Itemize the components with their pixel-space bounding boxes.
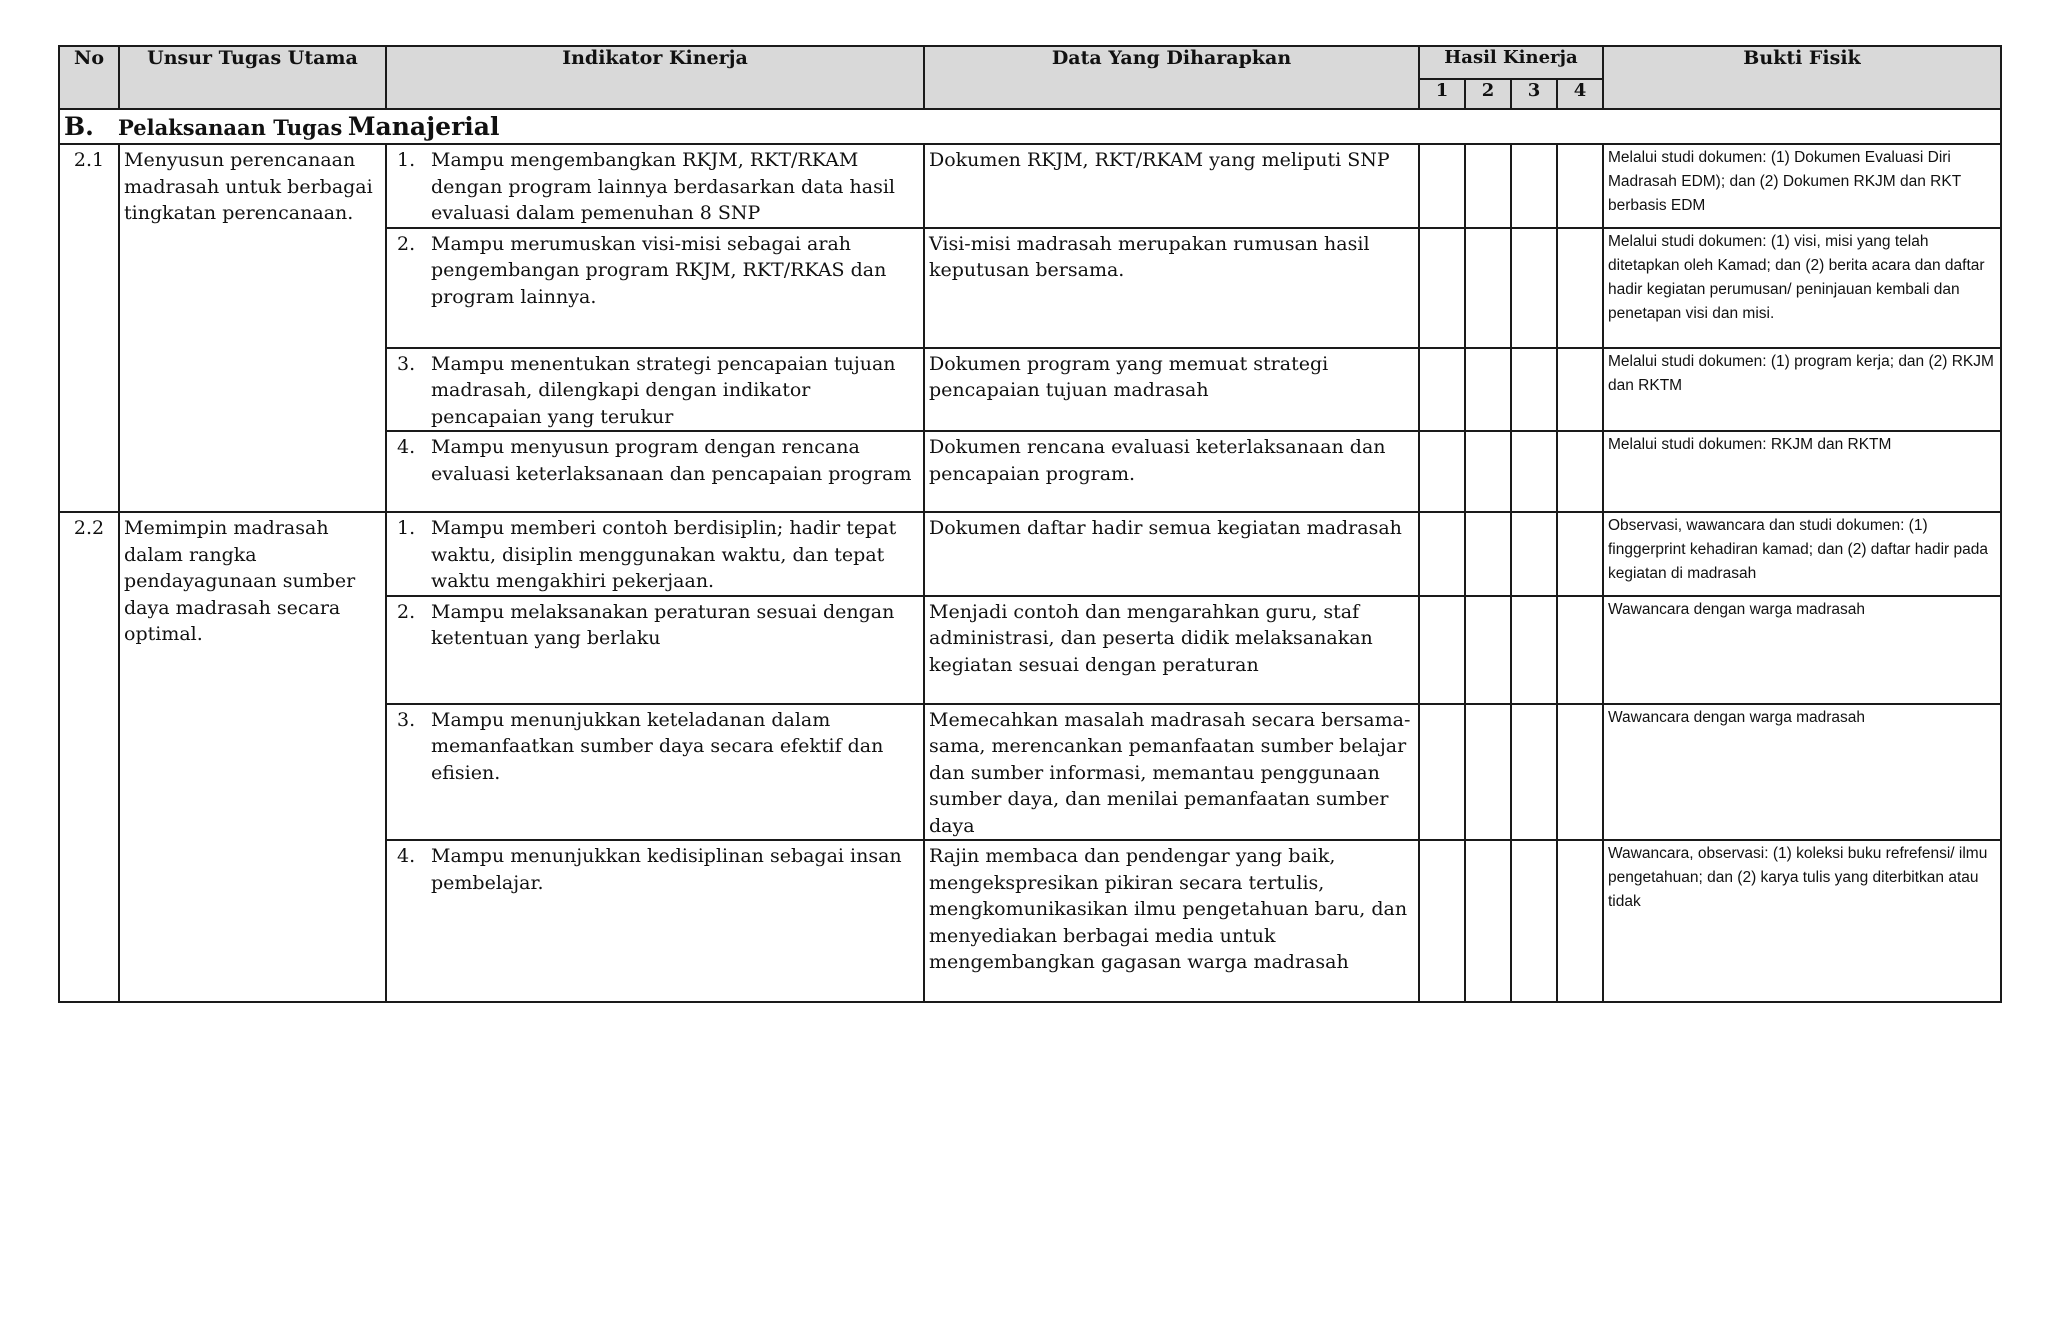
header-hasil-col-1: 1: [1419, 79, 1465, 109]
score-cell-1[interactable]: [1419, 704, 1465, 841]
indikator-number: 3.: [397, 352, 416, 375]
bukti-cell: Melalui studi dokumen: (1) program kerja; dan (2) RKJM dan RKTM: [1603, 348, 2001, 432]
score-cell-1[interactable]: [1419, 228, 1465, 348]
indikator-number: 4.: [397, 845, 416, 867]
header-unsur: Unsur Tugas Utama: [119, 46, 386, 109]
table-header: [59, 46, 2001, 109]
bukti-cell: Melalui studi dokumen: (1) visi, misi yang telah ditetapkan oleh Kamad; dan (2) berita acara dan daftar hadir kegiatan perumusan/ peninjauan kembali dan penetapan visi dan misi.: [1603, 228, 2001, 348]
header-no: No: [59, 46, 119, 109]
bukti-cell: Wawancara dengan warga madrasah: [1603, 596, 2001, 704]
indikator-cell: [386, 512, 924, 596]
score-cell-3[interactable]: [1511, 840, 1557, 1002]
score-cell-1[interactable]: [1419, 144, 1465, 228]
header-hasil-col-4: 4: [1557, 79, 1603, 109]
header-indikator: Indikator Kinerja: [386, 46, 924, 109]
score-cell-2[interactable]: [1465, 228, 1511, 348]
header-bukti: Bukti Fisik: [1603, 46, 2001, 109]
indikator-cell: [386, 596, 924, 704]
indikator-text: Mampu menyusun program dengan rencana evaluasi keterlaksanaan dan pencapaian program: [431, 436, 912, 485]
header-hasil-kinerja: Hasil Kinerja: [1419, 46, 1603, 79]
indikator-text: Mampu mengembangkan RKJM, RKT/RKAM dengan program lainnya berdasarkan data hasil evaluasi dalam pemenuhan 8 SNP: [431, 149, 895, 224]
score-cell-4[interactable]: [1557, 512, 1603, 596]
indikator-cell: [386, 144, 924, 228]
score-cell-2[interactable]: [1465, 704, 1511, 841]
group-no: 2.2: [59, 512, 119, 1002]
score-cell-3[interactable]: [1511, 144, 1557, 228]
section-letter: B.: [64, 112, 94, 141]
score-cell-1[interactable]: [1419, 840, 1465, 1002]
score-cell-2[interactable]: [1465, 431, 1511, 512]
table-row: [59, 144, 2001, 228]
header-data: Data Yang Diharapkan: [924, 46, 1419, 109]
bukti-cell: Wawancara dengan warga madrasah: [1603, 704, 2001, 841]
score-cell-3[interactable]: [1511, 596, 1557, 704]
indikator-number: 3.: [397, 708, 416, 731]
score-cell-3[interactable]: [1511, 228, 1557, 348]
score-cell-1[interactable]: [1419, 512, 1465, 596]
group-no: 2.1: [59, 144, 119, 512]
score-cell-1[interactable]: [1419, 348, 1465, 432]
indikator-number: 1.: [397, 149, 416, 171]
group-unsur: Memimpin madrasah dalam rangka pendayagunaan sumber daya madrasah secara optimal.: [119, 512, 386, 1002]
indikator-cell: [386, 431, 924, 512]
score-cell-3[interactable]: [1511, 431, 1557, 512]
section-title-part2: Manajerial: [347, 112, 500, 141]
score-cell-4[interactable]: [1557, 596, 1603, 704]
indikator-cell: [386, 228, 924, 348]
bukti-cell: Wawancara, observasi: (1) koleksi buku refrefensi/ ilmu pengetahuan; dan (2) karya tulis yang diterbitkan atau tidak: [1603, 840, 2001, 1002]
score-cell-4[interactable]: [1557, 704, 1603, 841]
score-cell-2[interactable]: [1465, 840, 1511, 1002]
data-cell: Visi-misi madrasah merupakan rumusan hasil keputusan bersama.: [924, 228, 1419, 348]
data-cell: Dokumen program yang memuat strategi pencapaian tujuan madrasah: [924, 348, 1419, 432]
table-row: [59, 512, 2001, 596]
indikator-text: Mampu menunjukkan kedisiplinan sebagai insan pembelajar.: [431, 845, 902, 894]
group-unsur: Menyusun perencanaan madrasah untuk berbagai tingkatan perencanaan.: [119, 144, 386, 512]
section-row: [59, 109, 2001, 144]
bukti-cell: Melalui studi dokumen: RKJM dan RKTM: [1603, 431, 2001, 512]
indikator-text: Mampu menentukan strategi pencapaian tujuan madrasah, dilengkapi dengan indikator pencapaian yang terukur: [431, 352, 896, 428]
indikator-number: 4.: [397, 436, 416, 458]
score-cell-4[interactable]: [1557, 840, 1603, 1002]
data-cell: Dokumen RKJM, RKT/RKAM yang meliputi SNP: [924, 144, 1419, 228]
score-cell-3[interactable]: [1511, 348, 1557, 432]
indikator-cell: [386, 348, 924, 432]
bukti-cell: Observasi, wawancara dan studi dokumen: (1) finggerprint kehadiran kamad; dan (2) daftar hadir pada kegiatan di madrasah: [1603, 512, 2001, 596]
indikator-text: Mampu merumuskan visi-misi sebagai arah pengembangan program RKJM, RKT/RKAS dan program lainnya.: [431, 232, 887, 308]
score-cell-2[interactable]: [1465, 596, 1511, 704]
bukti-cell: Melalui studi dokumen: (1) Dokumen Evaluasi Diri Madrasah EDM); dan (2) Dokumen RKJM dan RKT berbasis EDM: [1603, 144, 2001, 228]
score-cell-4[interactable]: [1557, 228, 1603, 348]
score-cell-2[interactable]: [1465, 348, 1511, 432]
score-cell-4[interactable]: [1557, 144, 1603, 228]
indikator-number: 2.: [397, 232, 416, 255]
score-cell-1[interactable]: [1419, 596, 1465, 704]
score-cell-1[interactable]: [1419, 431, 1465, 512]
header-hasil-col-2: 2: [1465, 79, 1511, 109]
header-hasil-col-3: 3: [1511, 79, 1557, 109]
indikator-number: 2.: [397, 600, 416, 623]
assessment-table: [58, 45, 2002, 1003]
section-title-part1: Pelaksanaan Tugas: [118, 115, 343, 140]
indikator-cell: [386, 840, 924, 1002]
score-cell-3[interactable]: [1511, 512, 1557, 596]
score-cell-2[interactable]: [1465, 144, 1511, 228]
data-cell: Dokumen rencana evaluasi keterlaksanaan dan pencapaian program.: [924, 431, 1419, 512]
data-cell: Menjadi contoh dan mengarahkan guru, staf administrasi, dan peserta didik melaksanakan kegiatan sesuai dengan peraturan: [924, 596, 1419, 704]
indikator-number: 1.: [397, 517, 416, 539]
indikator-text: Mampu menunjukkan keteladanan dalam memanfaatkan sumber daya secara efektif dan efisien.: [431, 708, 884, 784]
score-cell-4[interactable]: [1557, 348, 1603, 432]
data-cell: Dokumen daftar hadir semua kegiatan madrasah: [924, 512, 1419, 596]
indikator-text: Mampu memberi contoh berdisiplin; hadir tepat waktu, disiplin menggunakan waktu, dan tepat waktu mengakhiri pekerjaan.: [431, 517, 897, 592]
data-cell: Memecahkan masalah madrasah secara bersama-sama, merencankan pemanfaatan sumber belajar dan sumber informasi, memantau penggunaan sumber daya, dan menilai pemanfaatan sumber daya: [924, 704, 1419, 841]
indikator-text: Mampu melaksanakan peraturan sesuai dengan ketentuan yang berlaku: [431, 600, 895, 649]
score-cell-4[interactable]: [1557, 431, 1603, 512]
data-cell: Rajin membaca dan pendengar yang baik, mengekspresikan pikiran secara tertulis, mengkomunikasikan ilmu pengetahuan baru, dan menyediakan berbagai media untuk mengembangkan gagasan warga madrasah: [924, 840, 1419, 1002]
score-cell-2[interactable]: [1465, 512, 1511, 596]
indikator-cell: [386, 704, 924, 841]
score-cell-3[interactable]: [1511, 704, 1557, 841]
